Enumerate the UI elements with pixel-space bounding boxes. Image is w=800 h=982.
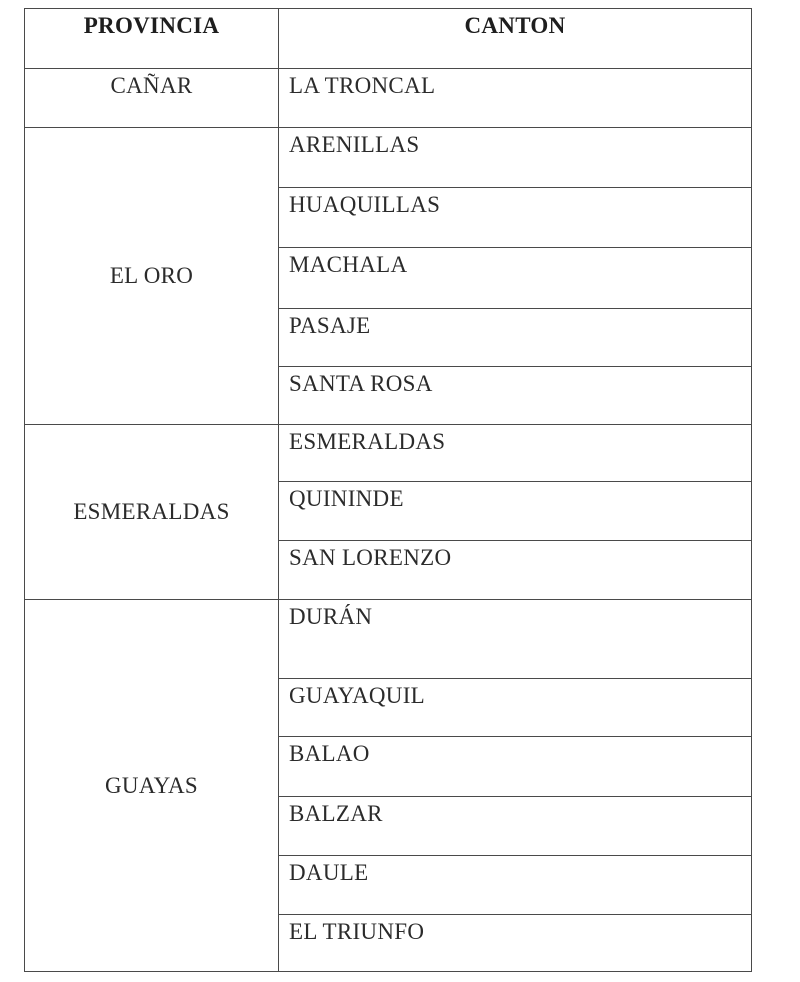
canton-cell: EL TRIUNFO	[279, 914, 752, 971]
canton-cell: PASAJE	[279, 308, 752, 366]
canton-cell: DURÁN	[279, 600, 752, 679]
header-provincia: PROVINCIA	[25, 9, 279, 69]
table-header-row	[25, 9, 752, 69]
provincia-cell: GUAYAS	[25, 600, 279, 972]
provincia-cell: CAÑAR	[25, 69, 279, 128]
provincia-cell: ESMERALDAS	[25, 424, 279, 599]
canton-cell: ARENILLAS	[279, 128, 752, 188]
canton-cell: GUAYAQUIL	[279, 679, 752, 737]
canton-cell: DAULE	[279, 855, 752, 914]
canton-cell: SANTA ROSA	[279, 366, 752, 424]
canton-cell: LA TRONCAL	[279, 69, 752, 128]
canton-cell: ESMERALDAS	[279, 424, 752, 481]
table-row	[25, 69, 752, 128]
canton-cell: BALZAR	[279, 796, 752, 855]
provincia-cell: EL ORO	[25, 128, 279, 425]
canton-cell: HUAQUILLAS	[279, 188, 752, 248]
canton-cell: MACHALA	[279, 248, 752, 308]
table-row	[25, 128, 752, 188]
header-canton: CANTON	[279, 9, 752, 69]
table-row	[25, 424, 752, 481]
province-canton-table	[24, 8, 752, 972]
canton-cell: QUININDE	[279, 481, 752, 540]
canton-cell: SAN LORENZO	[279, 541, 752, 600]
table-row	[25, 600, 752, 679]
canton-cell: BALAO	[279, 737, 752, 796]
